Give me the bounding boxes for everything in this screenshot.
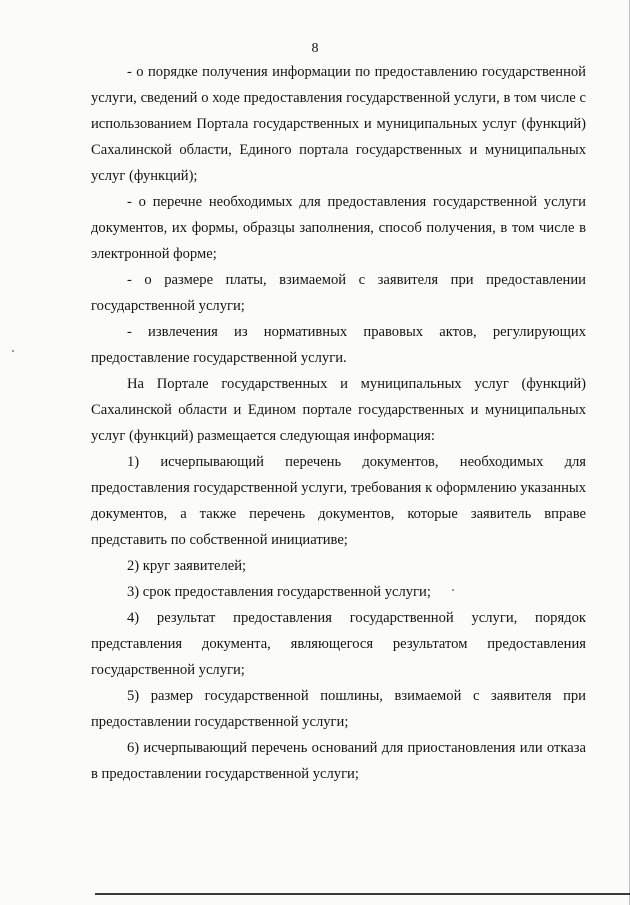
page-number: 8 [311, 41, 319, 56]
paragraph-documents-list: - о перечне необходимых для предоставления государственной услуги документов, их формы, образцы заполнения, способ получения, в том числе в электронной форме; [91, 194, 586, 262]
list-item-3: 3) срок предоставления государственной услуги; [127, 584, 431, 600]
paragraph-info-procedure: - о порядке получения информации по предоставлению государственной услуги, сведений о ходе предоставления государственной услуги, в том числе с использованием Портала государственных и муниципальных услуг (функций) Сахалинской области, Единого портала государственных и муниципальных услуг (функций); [91, 64, 586, 184]
list-item-5: 5) размер государственной пошлины, взимаемой с заявителя при предоставлении государственной услуги; [91, 688, 586, 730]
list-item-2: 2) круг заявителей; [127, 558, 247, 574]
paragraph-legal-extracts: - извлечения из нормативных правовых актов, регулирующих предоставление государственной услуги. [91, 324, 586, 366]
scan-speck [452, 589, 454, 591]
scan-speck [12, 350, 14, 352]
list-item-1: 1) исчерпывающий перечень документов, необходимых для предоставления государственной услуги, требования к оформлению указанных документов, а также перечень документов, которые заявитель вправе представить по собственной инициативе; [91, 454, 586, 548]
page-bottom-edge [95, 893, 630, 895]
document-body [91, 59, 586, 787]
list-item-4: 4) результат предоставления государственной услуги, порядок представления документа, являющегося результатом предоставления государственной услуги; [91, 610, 586, 678]
paragraph-fee: - о размере платы, взимаемой с заявителя при предоставлении государственной услуги; [91, 272, 586, 314]
list-item-6: 6) исчерпывающий перечень оснований для приостановления или отказа в предоставлении государственной услуги; [91, 740, 586, 782]
paragraph-portal-info-intro: На Портале государственных и муниципальных услуг (функций) Сахалинской области и Едином портале государственных и муниципальных услуг (функций) размещается следующая информация: [91, 376, 586, 444]
